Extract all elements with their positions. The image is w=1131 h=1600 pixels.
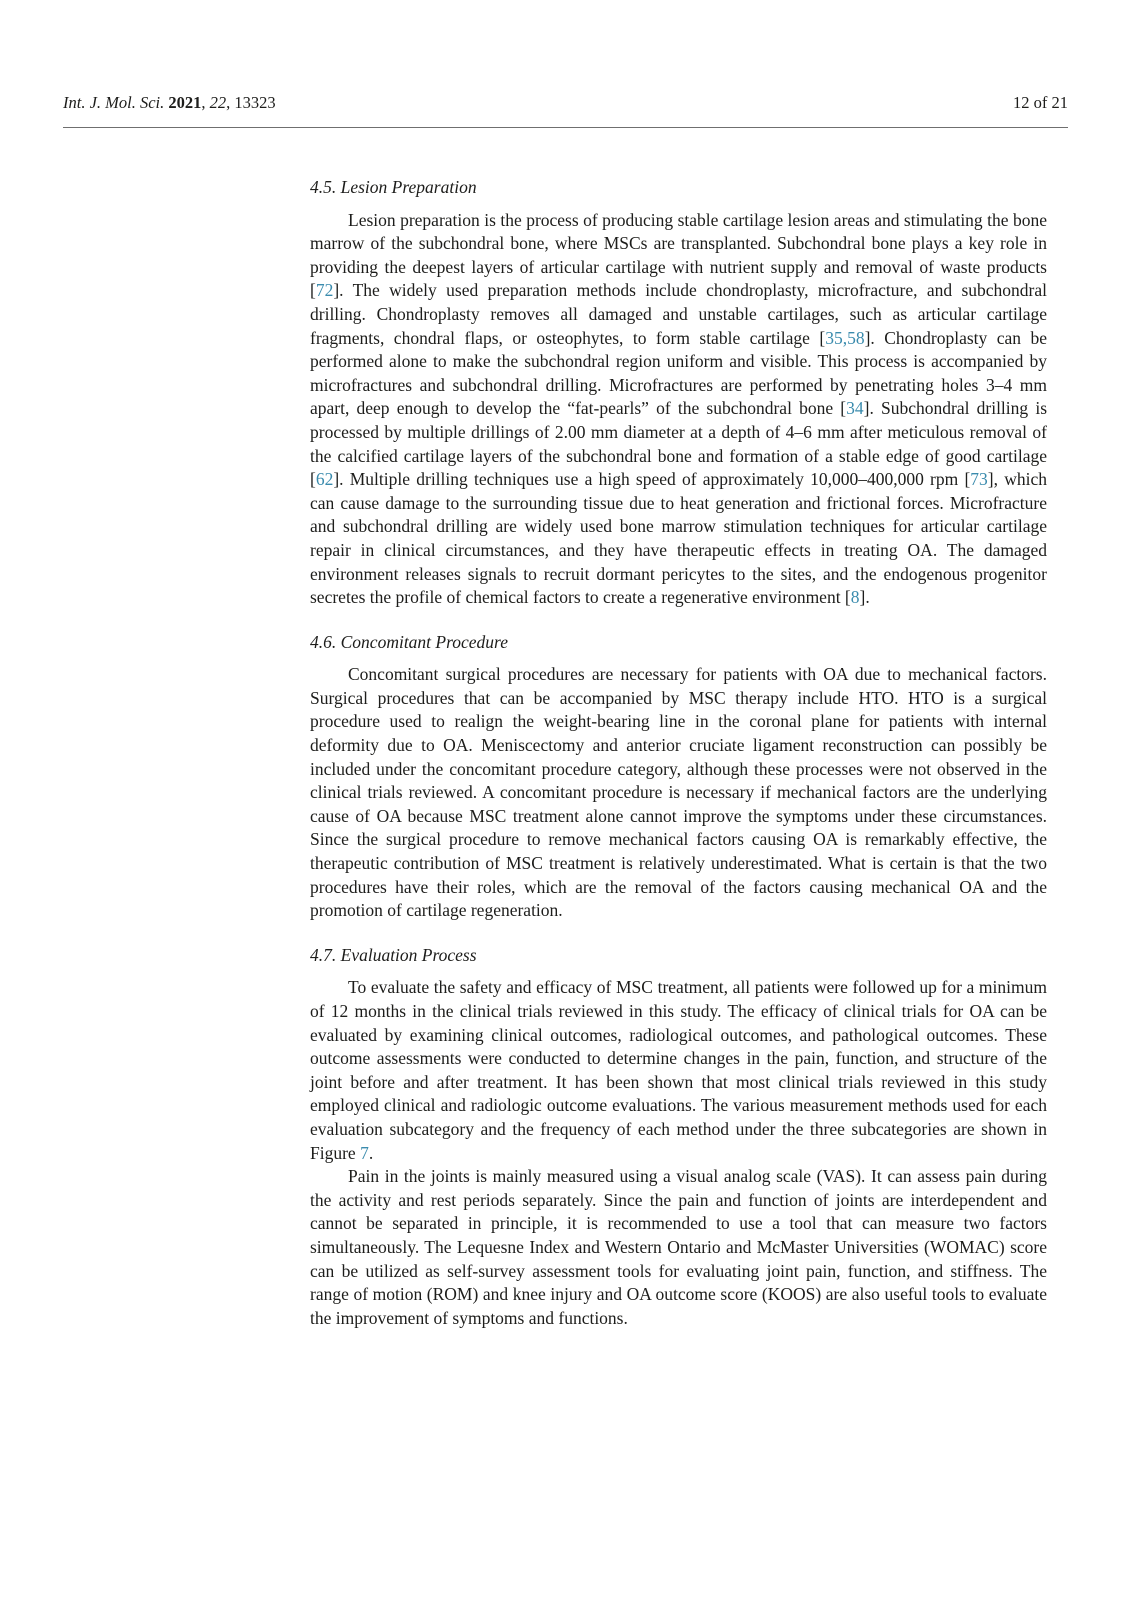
citation-link[interactable]: 73	[970, 469, 988, 490]
page-header	[63, 93, 1068, 113]
journal-citation-run: Int. J. Mol. Sci.	[63, 93, 169, 112]
citation-link[interactable]: 35,58	[825, 327, 865, 348]
paragraph: Concomitant surgical procedures are necessary for patients with OA due to mechanical factors. Surgical procedures that can be accompanied by MSC therapy include HTO. HTO is a surgical procedure used to realign the weight-bearing line in the coronal plane for patients with internal deformity due to OA. Meniscectomy and anterior cruciate ligament reconstruction can possibly be included under the concomitant procedure category, although these processes were not observed in the clinical trials reviewed. A concomitant procedure is necessary if mechanical factors are the underlying cause of OA because MSC treatment alone cannot improve the symptoms under these circumstances. Since the surgical procedure to remove mechanical factors causing OA is remarkably effective, the therapeutic contribution of MSC treatment is relatively underestimated. What is certain is that the two procedures have their roles, which are the removal of the factors causing mechanical OA and the promotion of cartilage regeneration.	[310, 664, 1047, 921]
citation-link[interactable]: 62	[315, 469, 334, 490]
figure-reference-link[interactable]: 7	[360, 1142, 369, 1163]
citation-link[interactable]: 8	[850, 587, 860, 608]
journal-citation-run: 22	[209, 93, 227, 112]
header-divider	[63, 127, 1068, 128]
citation-link[interactable]: 72	[315, 280, 334, 301]
article-body	[310, 170, 1047, 1330]
section-heading: 4.5. Lesion Preparation	[310, 177, 477, 197]
page-number: 12 of 21	[1013, 93, 1068, 112]
section-heading: 4.6. Concomitant Procedure	[310, 631, 508, 652]
journal-citation-run: , 13323	[226, 93, 276, 112]
section-heading: 4.7. Evaluation Process	[310, 944, 477, 965]
citation-link[interactable]: 34	[846, 398, 864, 419]
paragraph: To evaluate the safety and efficacy of MSC treatment, all patients were followed up for a minimum of 12 months in the clinical trials reviewed in this study. The efficacy of clinical trials for OA can be evaluated by examining clinical outcomes, radiological outcomes, and pathological outcomes. These outcome assessments were conducted to determine changes in the pain, function, and structure of the joint before and after treatment. It has been shown that most clinical trials reviewed in this study employed clinical and radiologic outcome evaluations. The various measurement methods used for each evaluation subcategory and the frequency of each method under the three subcategories are shown in Figure 7.	[310, 977, 1047, 1163]
journal-citation-run: ,	[201, 93, 210, 112]
paragraph: Lesion preparation is the process of producing stable cartilage lesion areas and stimulating the bone marrow of the subchondral bone, where MSCs are transplanted. Subchondral bone plays a key role in providing the deepest layers of articular cartilage with nutrient supply and removal of waste products [72]. The widely used preparation methods include chondroplasty, microfracture, and subchondral drilling. Chondroplasty removes all damaged and unstable cartilages, such as articular cartilage fragments, chondral flaps, or osteophytes, to form stable cartilage [35,58]. Chondroplasty can be performed alone to make the subchondral region uniform and visible. This process is accompanied by microfractures and subchondral drilling. Microfractures are performed by penetrating holes 3–4 mm apart, deep enough to develop the “fat-pearls” of the subchondral bone [34]. Subchondral drilling is processed by multiple drillings of 2.00 mm diameter at a depth of 4–6 mm after meticulous removal of the calcified cartilage layers of the subchondral bone and formation of a stable edge of good cartilage [62]. Multiple drilling techniques use a high speed of approximately 10,000–400,000 rpm [73], which can cause damage to the surrounding tissue due to heat generation and frictional forces. Microfracture and subchondral drilling are widely used bone marrow stimulation techniques for articular cartilage repair in clinical circumstances, and they have therapeutic effects in treating OA. The damaged environment releases signals to recruit dormant pericytes to the sites, and the endogenous progenitor secretes the profile of chemical factors to create a regenerative environment [8].	[310, 209, 1047, 608]
journal-citation-run: 2021	[168, 93, 202, 112]
paragraph: Pain in the joints is mainly measured using a visual analog scale (VAS). It can assess pain during the activity and rest periods separately. Since the pain and function of joints are interdependent and cannot be separated in principle, it is recommended to use a tool that can measure two factors simultaneously. The Lequesne Index and Western Ontario and McMaster Universities (WOMAC) score can be utilized as self-survey assessment tools for evaluating joint pain, function, and stiffness. The range of motion (ROM) and knee injury and OA outcome score (KOOS) are also useful tools to evaluate the improvement of symptoms and functions.	[310, 1166, 1047, 1328]
journal-citation	[63, 93, 276, 113]
